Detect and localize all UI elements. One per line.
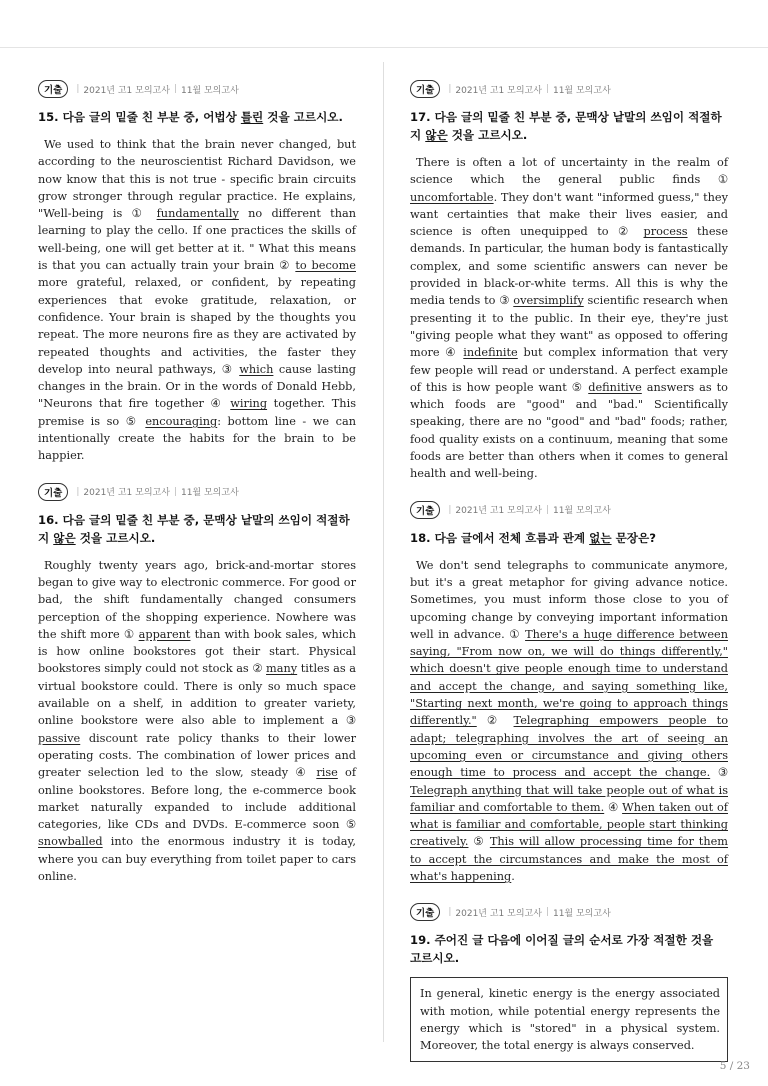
exam-month: 11월 모의고사 [552, 506, 611, 517]
passage: We don't send telegraphs to communicate anymore, but it's a great metaphor for giving advance notice. Sometimes, you must inform those close to you of upcoming change by conveying important information well in advance. ① There's a huge difference between saying, "From now on, we will do things differently," which doesn't give people enough time to understand and accept the change, and saying something like, "Starting next month, we're going to approach things differently." ② Telegraphing empowers people to adapt; telegraphing involves the art of seeing an upcoming even or circumstance and giving others enough time to process and accept the change. ③ Telegraph anything that will take people out of what is familiar and comfortable to them. ④ When taken out of what is familiar and comfortable, people start thinking creatively. ⑤ This will allow processing time for them to accept the circumstances and make the most of what's happening. [410, 558, 729, 883]
right-column [410, 80, 728, 1080]
exam-month: 11월 모의고사 [180, 488, 239, 499]
question-16 [38, 483, 356, 886]
underlined-choice: uncomfortable [410, 190, 494, 204]
underlined-choice: definitive [588, 380, 642, 394]
underlined-choice: to become [295, 259, 356, 273]
underlined-choice: wiring [230, 397, 268, 411]
column-divider [383, 62, 384, 1042]
source-badge: 기출 [38, 483, 68, 501]
question-19 [410, 903, 728, 1062]
passage: There is often a lot of uncertainty in the realm of science which the general public finds ① uncomfortable. They don't want "informed guess," they want certainties that make their lives easier, and science is often unequipped to ② process these demands. In particular, the human body is fantastically complex, and some scientific answers can never be provided in black-or-white terms. All this is why the media tends to ③ oversimplify scientific research when presenting it to the public. In their eye, they're just "giving people what they want" as opposed to offering more ④ indefinite but complex information that very few people will read or understand. A perfect example of this is how people want ⑤ definitive answers as to which foods are "good" and "bad." Scientifically speaking, there are no "good" and "bad" foods; rather, food quality exists on a continuum, meaning that some foods are better than others when it comes to general health and well-being. [410, 156, 728, 481]
question-title: 19. 주어진 글 다음에 이어질 글의 순서로 가장 적절한 것을 고르시오. [410, 933, 714, 966]
question-17 [410, 80, 728, 483]
passage: Roughly twenty years ago, brick-and-mortar stores began to give way to electronic commerce. For good or bad, the shift fundamentally changed consumers perception of the shopping experience. Nowhere was the shift more ① apparent than with book sales, which is how online bookstores got their start. Physical bookstores simply could not stock as ② many titles as a virtual bookstore could. There is only so much space available on a shelf, in addition to greater variety, online bookstore were also able to implement a ③ passive discount rate policy thanks to their lower operating costs. The combination of lower prices and greater selection led to the slow, steady ④ rise of online bookstores. Before long, the e-commerce book market naturally expanded to include additional categories, like CDs and DVDs. E-commerce soon ⑤ snowballed into the enormous industry it is today, where you can buy everything from toilet paper to cars online. [38, 558, 357, 883]
underlined-choice: When taken out of what is familiar and comfortable, people start thinking creatively. [410, 800, 728, 849]
underlined-choice: There's a huge difference between saying, "From now on, we will do things differently," which doesn't give people enough time to understand and accept the change, and saying something like, "Starting next month, we're going to approach things differently." [410, 627, 728, 728]
question-title: 15. 다음 글의 밑줄 친 부분 중, 어법상 틀린 것을 고르시오. [38, 110, 343, 124]
question-title: 17. 다음 글의 밑줄 친 부분 중, 문맥상 낱말의 쓰임이 적절하지 않은 것을 고르시오. [410, 110, 722, 142]
underlined-choice: apparent [138, 627, 191, 641]
question-tag: 기출 | 2021년 고1 모의고사 | 11월 모의고사 [38, 80, 356, 98]
exam-year: 2021년 고1 모의고사 [83, 488, 170, 499]
underlined-choice: fundamentally [156, 207, 239, 221]
underlined-choice: rise [316, 766, 338, 780]
question-tag: 기출 | 2021년 고1 모의고사 | 11월 모의고사 [38, 483, 356, 501]
question-15 [38, 80, 356, 465]
underlined-choice: oversimplify [513, 294, 584, 308]
header-rule [0, 47, 768, 48]
left-column [38, 80, 356, 903]
exam-year: 2021년 고1 모의고사 [83, 85, 170, 96]
question-title: 18. 다음 글에서 전체 흐름과 관계 없는 문장은? [410, 530, 656, 545]
question-tag: 기출 | 2021년 고1 모의고사 | 11월 모의고사 [410, 501, 728, 519]
underlined-choice: snowballed [38, 835, 103, 849]
exam-year: 2021년 고1 모의고사 [455, 85, 542, 96]
exam-month: 11월 모의고사 [552, 85, 611, 96]
given-passage-box [410, 977, 728, 1062]
exam-year: 2021년 고1 모의고사 [455, 506, 542, 517]
underlined-choice: which [239, 362, 274, 376]
underlined-choice: passive [38, 731, 81, 745]
underlined-choice: indefinite [463, 346, 518, 360]
question-tag: 기출 | 2021년 고1 모의고사 | 11월 모의고사 [410, 80, 728, 98]
source-badge: 기출 [410, 903, 440, 921]
underlined-choice: Telegraphing empowers people to adapt; telegraphing involves the art of seeing an upcoming even or circumstance and giving others enough time to process and accept the change. [410, 714, 729, 780]
underlined-choice: many [266, 662, 298, 676]
source-badge: 기출 [410, 501, 440, 519]
passage: We used to think that the brain never changed, but according to the neuroscientist Richard Davidson, we now know that this is not true - specific brain circuits grow stronger through regular practice. He explains, "Well-being is ① fundamentally no different than learning to play the cello. If one practices the skills of well-being, one will get better at it. " What this means is that you can actually train your brain ② to become more grateful, relaxed, or confident, by repeating experiences that evoke gratitude, relaxation, or confidence. Your brain is shaped by the thoughts you repeat. The more neurons fire as they are activated by repeated thoughts and activities, the faster they develop into neural pathways, ③ which cause lasting changes in the brain. Or in the words of Donald Hebb, "Neurons that fire together ④ wiring together. This premise is so ⑤ encouraging: bottom line - we can intentionally create the habits for the brain to be happier. [38, 138, 356, 463]
underlined-choice: encouraging [145, 414, 218, 428]
source-badge: 기출 [38, 80, 68, 98]
exam-month: 11월 모의고사 [180, 85, 239, 96]
question-18 [410, 501, 728, 886]
source-badge: 기출 [410, 80, 440, 98]
underlined-choice: Telegraph anything that will take people out of what is familiar and comfortable to them. [410, 783, 728, 814]
question-title: 16. 다음 글의 밑줄 친 부분 중, 문맥상 낱말의 쓰임이 적절하지 않은 것을 고르시오. [38, 512, 350, 545]
given-passage: In general, kinetic energy is the energy associated with motion, while potential energy represents the energy which is "stored" in a physical system. Moreover, the total energy is always conserved. [420, 987, 720, 1053]
exam-year: 2021년 고1 모의고사 [455, 908, 542, 919]
page-number: 5 / 23 [719, 1060, 750, 1072]
question-tag: 기출 | 2021년 고1 모의고사 | 11월 모의고사 [410, 903, 728, 921]
exam-month: 11월 모의고사 [552, 908, 611, 919]
underlined-choice: process [643, 225, 688, 239]
underlined-choice: This will allow processing time for them to accept the circumstances and make the most of what's happening [410, 835, 729, 883]
